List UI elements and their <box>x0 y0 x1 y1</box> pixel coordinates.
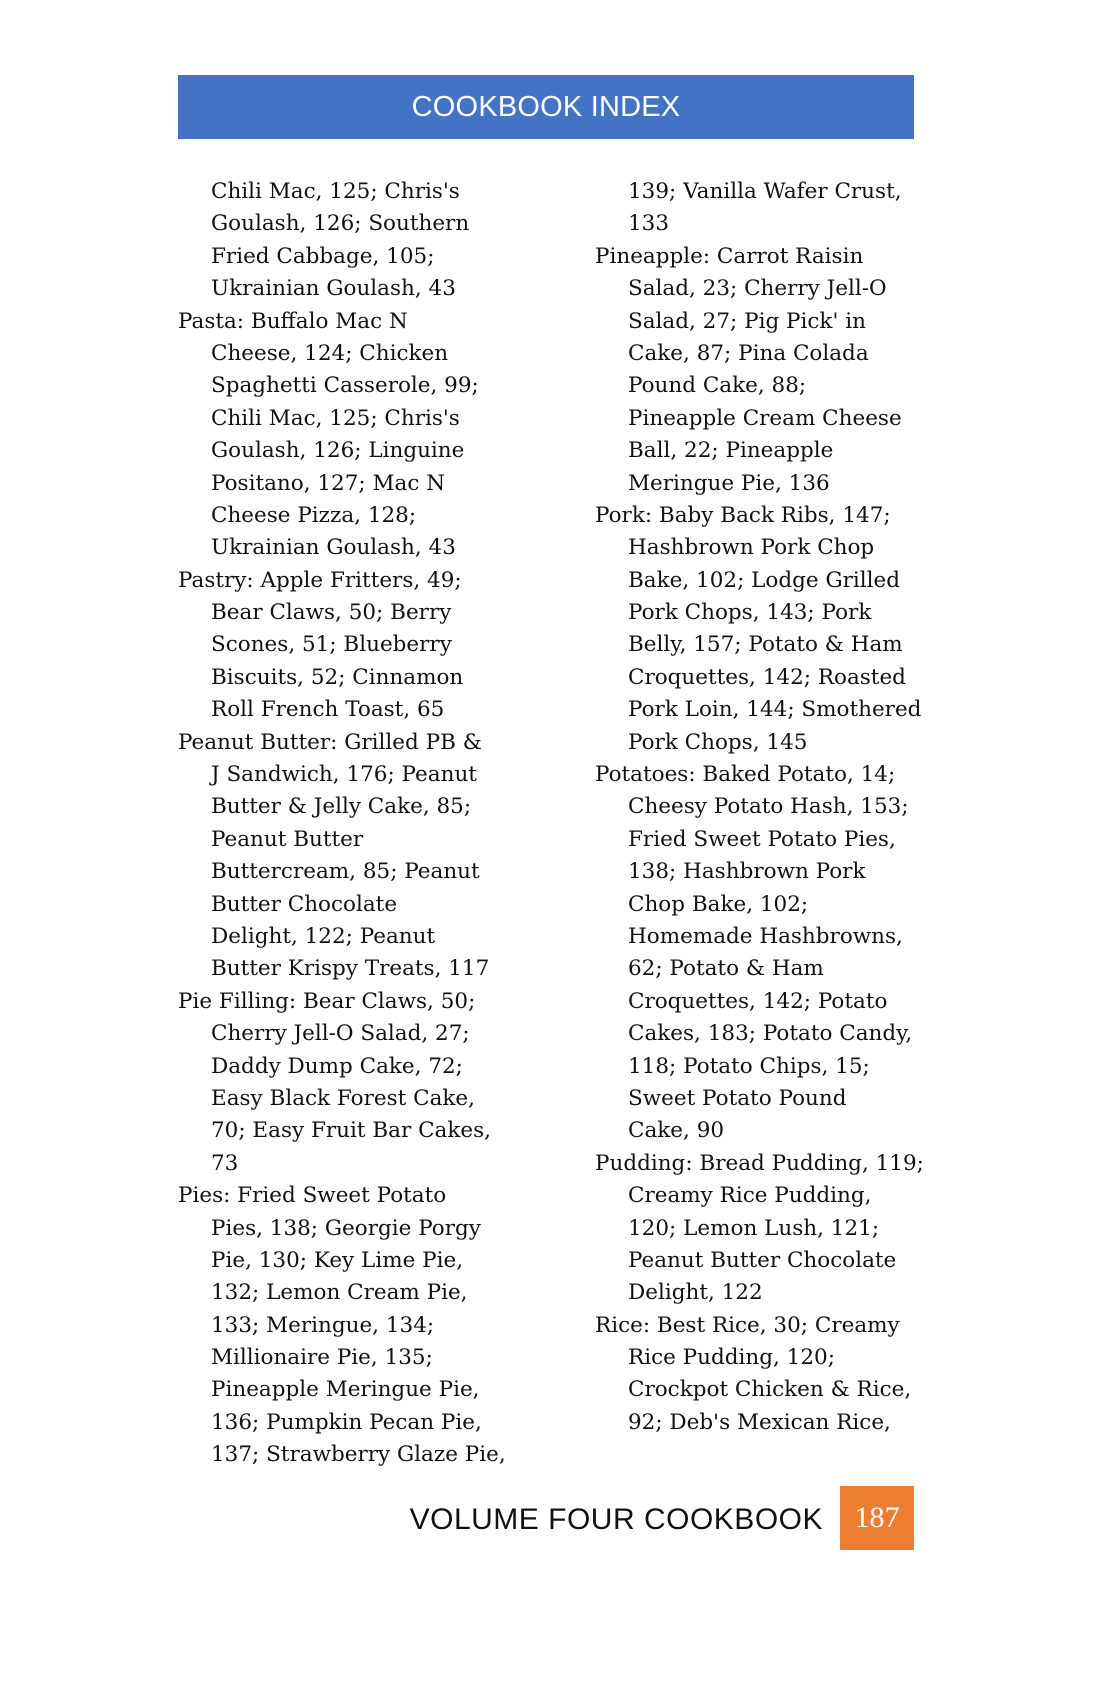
index-entry-heading: Pastry: Apple Fritters, 49; <box>178 567 462 593</box>
index-entry-continuation: Bear Claws, 50; Berry <box>211 600 452 626</box>
index-entry-continuation: 62; Potato & Ham <box>628 956 824 982</box>
index-entry-continuation: Butter & Jelly Cake, 85; <box>211 794 472 820</box>
index-entry-heading: Potatoes: Baked Potato, 14; <box>595 762 896 788</box>
index-entry-heading: Rice: Best Rice, 30; Creamy <box>595 1312 900 1338</box>
index-entry-heading: Pie Filling: Bear Claws, 50; <box>178 988 476 1014</box>
index-entry-continuation: Ukrainian Goulash, 43 <box>211 535 456 561</box>
index-entry-continuation: Cake, 87; Pina Colada <box>628 340 869 366</box>
index-entry-continuation: 73 <box>211 1150 239 1176</box>
index-entry-continuation: Positano, 127; Mac N <box>211 470 446 496</box>
index-entry-continuation: Pie, 130; Key Lime Pie, <box>211 1247 464 1273</box>
index-entry-continuation: Cakes, 183; Potato Candy, <box>628 1021 913 1047</box>
index-entry-continuation: 133 <box>628 211 670 237</box>
index-entry-continuation: 136; Pumpkin Pecan Pie, <box>211 1409 482 1435</box>
index-entry-continuation: Bake, 102; Lodge Grilled <box>628 567 901 593</box>
index-entry-continuation: 70; Easy Fruit Bar Cakes, <box>211 1118 491 1144</box>
index-entry-continuation: Homemade Hashbrowns, <box>628 923 903 949</box>
index-entry-continuation: Cheese Pizza, 128; <box>211 502 417 528</box>
index-entry-continuation: Pork Chops, 145 <box>628 729 808 755</box>
index-entry-continuation: Pies, 138; Georgie Porgy <box>211 1215 481 1241</box>
index-entry-heading: Pineapple: Carrot Raisin <box>595 243 864 269</box>
index-entry-continuation: Meringue Pie, 136 <box>628 470 830 496</box>
index-entry-heading: Pies: Fried Sweet Potato <box>178 1183 447 1209</box>
index-entry-continuation: Daddy Dump Cake, 72; <box>211 1053 463 1079</box>
page-number: 187 <box>854 1501 900 1534</box>
index-entry-continuation: Millionaire Pie, 135; <box>211 1345 433 1371</box>
index-column-left <box>178 176 506 1472</box>
index-entry-continuation: Easy Black Forest Cake, <box>211 1085 475 1111</box>
index-entry-continuation: Sweet Potato Pound <box>628 1085 847 1111</box>
index-entry-continuation: Pineapple Cream Cheese <box>628 405 902 431</box>
index-entry-continuation: 133; Meringue, 134; <box>211 1312 435 1338</box>
index-entry-continuation: 138; Hashbrown Pork <box>628 859 866 885</box>
index-entry-continuation: Salad, 27; Pig Pick' in <box>628 308 866 334</box>
index-entry-continuation: Peanut Butter <box>211 826 364 852</box>
index-entry-continuation: Croquettes, 142; Roasted <box>628 664 906 690</box>
index-entry-continuation: Hashbrown Pork Chop <box>628 535 875 561</box>
index-entry-continuation: Pork Loin, 144; Smothered <box>628 697 922 723</box>
index-entry-continuation: 132; Lemon Cream Pie, <box>211 1280 468 1306</box>
index-entry-continuation: 137; Strawberry Glaze Pie, <box>211 1442 506 1468</box>
index-entry-continuation: Ball, 22; Pineapple <box>628 438 834 464</box>
index-entry-continuation: Delight, 122; Peanut <box>211 923 436 949</box>
index-entry-continuation: Creamy Rice Pudding, <box>628 1183 872 1209</box>
index-entry-continuation: Chili Mac, 125; Chris's <box>211 179 460 204</box>
index-entry-continuation: Roll French Toast, 65 <box>211 697 445 723</box>
index-entry-continuation: Ukrainian Goulash, 43 <box>211 276 456 302</box>
index-entry-continuation: Fried Sweet Potato Pies, <box>628 826 896 852</box>
index-entry-heading: Peanut Butter: Grilled PB & <box>178 729 482 755</box>
index-entry-continuation: 139; Vanilla Wafer Crust, <box>628 179 902 204</box>
header-bar <box>178 75 914 139</box>
index-entry-continuation: Peanut Butter Chocolate <box>628 1247 897 1273</box>
index-entry-continuation: Fried Cabbage, 105; <box>211 243 435 269</box>
index-entry-continuation: Cake, 90 <box>628 1118 725 1144</box>
index-entry-continuation: Butter Chocolate <box>211 891 398 917</box>
index-entry-continuation: Delight, 122 <box>628 1280 763 1306</box>
index-entry-continuation: Rice Pudding, 120; <box>628 1345 835 1371</box>
index-entry-continuation: Chili Mac, 125; Chris's <box>211 405 460 431</box>
index-entry-continuation: Biscuits, 52; Cinnamon <box>211 664 464 690</box>
page-number-badge <box>840 1486 914 1550</box>
index-entry-continuation: Goulash, 126; Linguine <box>211 438 465 464</box>
index-entry-continuation: Pork Chops, 143; Pork <box>628 600 872 626</box>
page-title: COOKBOOK INDEX <box>411 90 681 123</box>
index-entry-continuation: Chop Bake, 102; <box>628 891 809 917</box>
book-title: VOLUME FOUR COOKBOOK <box>409 1503 823 1536</box>
index-entry-continuation: Pound Cake, 88; <box>628 373 807 399</box>
index-entry-continuation: Cheese, 124; Chicken <box>211 340 449 366</box>
index-entry-continuation: Croquettes, 142; Potato <box>628 988 888 1014</box>
index-entry-continuation: Crockpot Chicken & Rice, <box>628 1377 912 1403</box>
index-entry-heading: Pudding: Bread Pudding, 119; <box>595 1150 924 1176</box>
index-entry-continuation: J Sandwich, 176; Peanut <box>211 762 477 788</box>
index-entry-continuation: Buttercream, 85; Peanut <box>211 859 480 885</box>
index-entry-continuation: Belly, 157; Potato & Ham <box>628 632 903 658</box>
index-column-right <box>595 176 925 1439</box>
index-entry-continuation: Spaghetti Casserole, 99; <box>211 373 479 399</box>
index-entry-continuation: Pineapple Meringue Pie, <box>211 1377 480 1403</box>
index-entry-continuation: Cheesy Potato Hash, 153; <box>628 794 909 820</box>
index-entry-continuation: Scones, 51; Blueberry <box>211 632 452 658</box>
index-entry-continuation: 120; Lemon Lush, 121; <box>628 1215 880 1241</box>
index-entry-heading: Pasta: Buffalo Mac N <box>178 308 408 334</box>
index-entry-continuation: 118; Potato Chips, 15; <box>628 1053 870 1079</box>
index-entry-continuation: Goulash, 126; Southern <box>211 211 470 237</box>
index-entry-continuation: Salad, 23; Cherry Jell-O <box>628 276 887 302</box>
index-entry-continuation: Cherry Jell-O Salad, 27; <box>211 1021 470 1047</box>
index-entry-continuation: 92; Deb's Mexican Rice, <box>628 1409 891 1435</box>
index-entry-heading: Pork: Baby Back Ribs, 147; <box>595 502 891 528</box>
index-entry-continuation: Butter Krispy Treats, 117 <box>211 956 490 982</box>
